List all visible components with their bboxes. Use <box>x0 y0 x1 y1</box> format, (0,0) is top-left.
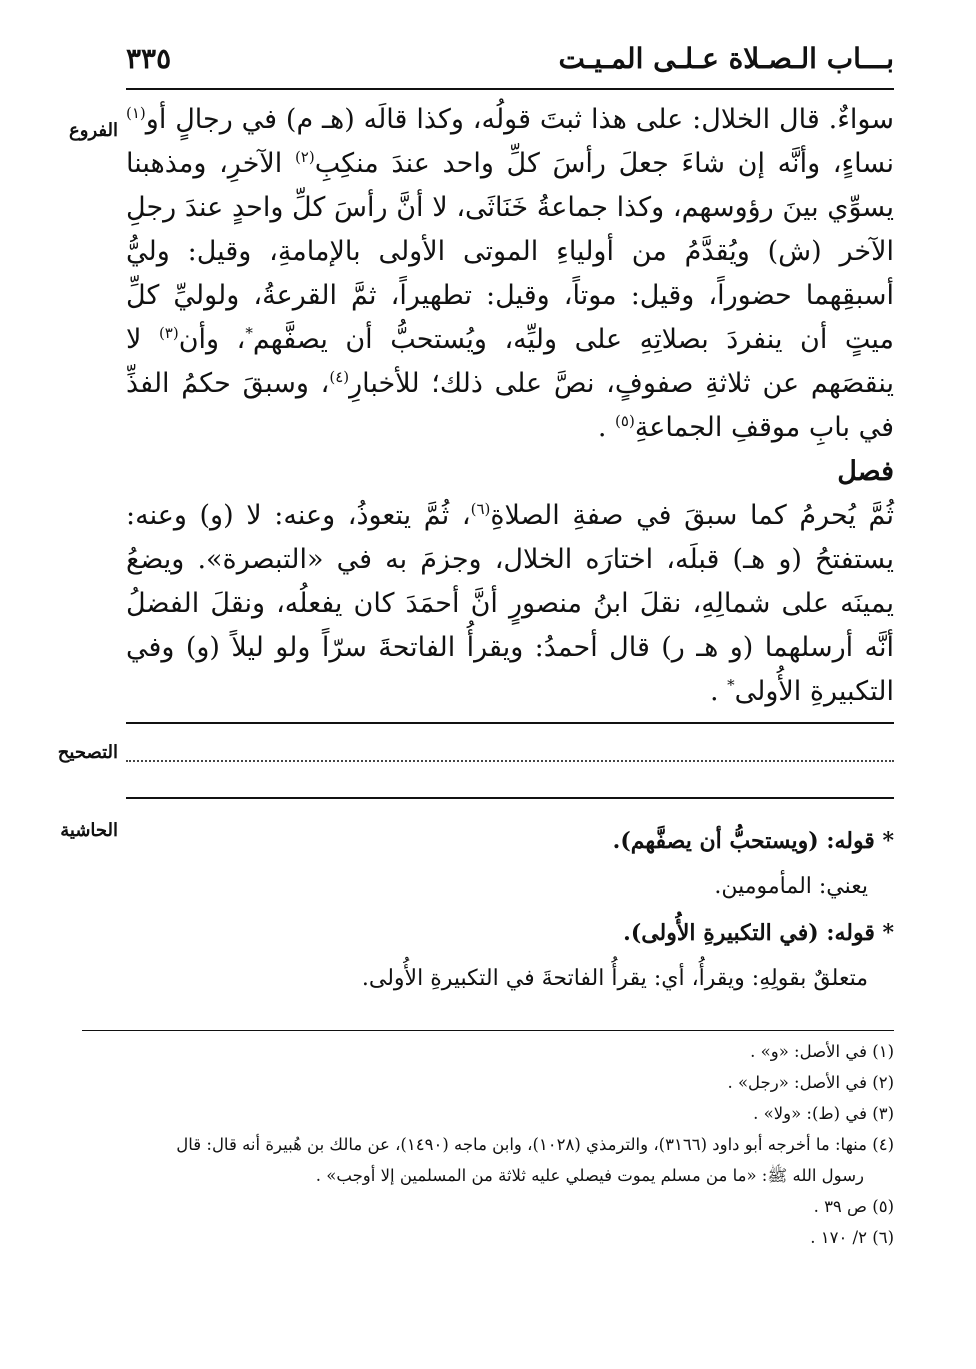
paragraph-2: ثُمَّ يُحرمُ كما سبقَ في صفةِ الصلاةِ$^{(٦)}$، ثُمَّ يتعوذُ، وعنه: لا (و) وعنه: يستفتحُ (و هـ) قبلَه، اختارَه الخلال، وجزمَ به في «التبصرة». ويضعُ يمينَه على شمالِهِ، نقلَ ابنُ منصورٍ أنَّ أحمَدَ كان يفعلُه، ونقلَ الفضلُ أنَّه أرسلهما (و هـ ر) قال أحمدُ: ويقرأُ الفاتحةَ سرّاً ولو ليلاً (و) وفي التكبيرةِ الأُولى* . <box>126 500 895 707</box>
hashiya-explanation-2: متعلقٌ بقولِهِ: ويقرأُ، أي: يقرأُ الفاتحةَ في التكبيرةِ الأُولى. <box>361 966 868 991</box>
footnote-5: (٥) ص ٣٩ . <box>813 1197 894 1216</box>
footnote-6: (٦) ٢/ ١٧٠ . <box>810 1228 894 1247</box>
footnote-marker: (٦) <box>470 500 491 518</box>
main-text <box>126 98 894 714</box>
footnote-2: (٢) في الأصل: «رجل» . <box>727 1073 894 1092</box>
page-header <box>126 40 894 90</box>
hashiya-explanation-1: يعني: المأمومين. <box>714 874 868 899</box>
hashiya-section <box>126 818 894 1002</box>
hashiya-quote-2: * قوله: (في التكبيرةِ الأُولى). <box>623 920 894 946</box>
side-label-furu: الفروع <box>69 120 118 141</box>
hashiya-marker: * <box>727 676 735 694</box>
footnote-marker: (٢) <box>294 148 315 166</box>
tashih-bottom-rule <box>126 797 894 799</box>
footnote-marker: (٤) <box>329 368 350 386</box>
tashih-dotted-line <box>126 760 894 762</box>
tashih-top-rule <box>126 722 894 724</box>
footnote-marker: (١) <box>126 104 146 122</box>
paragraph-1: سواءٌ. قال الخلال: على هذا ثبتَ قولُه، وكذا قالَه (هـ م) في رجالٍ أو$^{(١)}$ نساءٍ، وأنَّه إن شاءَ جعلَ رأسَ كلِّ واحد عندَ منكِبِ$^{(٢)}$ الآخرِ، ومذهبنا يسوِّي بينَ رؤوسهم، وكذا جماعةُ خَنَاثَى، لا أنَّ رأسَ كلِّ واحدٍ عندَ رجلِ الآخر (ش) ويُقدَّمُ من أولياءِ الموتى الأولى بالإمامةِ، وقيل: وليُّ أسبقِهما حضوراً، وقيل: موتاً، وقيل: تطهيراً، ثمَّ القرعةُ، ولوليِّ كلِّ ميتٍ أن ينفردَ بصلاتِهِ على وليِّه، ويُستحبُّ أن يصفَّهم*، وأن$^{(٣)}$ لا ينقصَهم عن ثلاثةِ صفوفٍ، نصَّ على ذلك؛ للأخبارِ$^{(٤)}$، وسبقَ حكمُ الفذِّ في بابِ موقفِ الجماعةِ$^{(٥)}$ . <box>126 104 895 443</box>
side-label-tashih: التصحيح <box>57 742 118 763</box>
footnote-3: (٣) في (ط): «ولا» . <box>753 1104 894 1123</box>
footnote-4-continued: رسول الله ﷺ: «ما من مسلم يموت فيصلي عليه ثلاثة من المسلمين إلا أوجب» . <box>315 1166 864 1185</box>
footnotes <box>126 1036 894 1253</box>
footnote-marker: (٥) <box>615 412 635 430</box>
hashiya-quote-1: * قوله: (ويستحبُّ أن يصفَّهم). <box>612 828 894 854</box>
side-label-hashiya: الحاشية <box>60 820 118 841</box>
footnote-marker: (٣) <box>158 324 179 342</box>
footnote-1: (١) في الأصل: «و» . <box>750 1042 894 1061</box>
footnote-rule <box>82 1030 894 1031</box>
footnote-4: (٤) منها: ما أخرجه أبو داود (٣١٦٦)، والترمذي (١٠٢٨)، وابن ماجه (١٤٩٠)، عن مالك بن هُبيرة أنه قال: قال <box>176 1135 894 1154</box>
running-title: بـــاب الـصـلاة عـلـى المـيـت <box>558 42 894 75</box>
page-number: ٣٣٥ <box>126 42 172 75</box>
section-title: فصل <box>837 456 894 487</box>
hashiya-marker: * <box>245 324 253 342</box>
